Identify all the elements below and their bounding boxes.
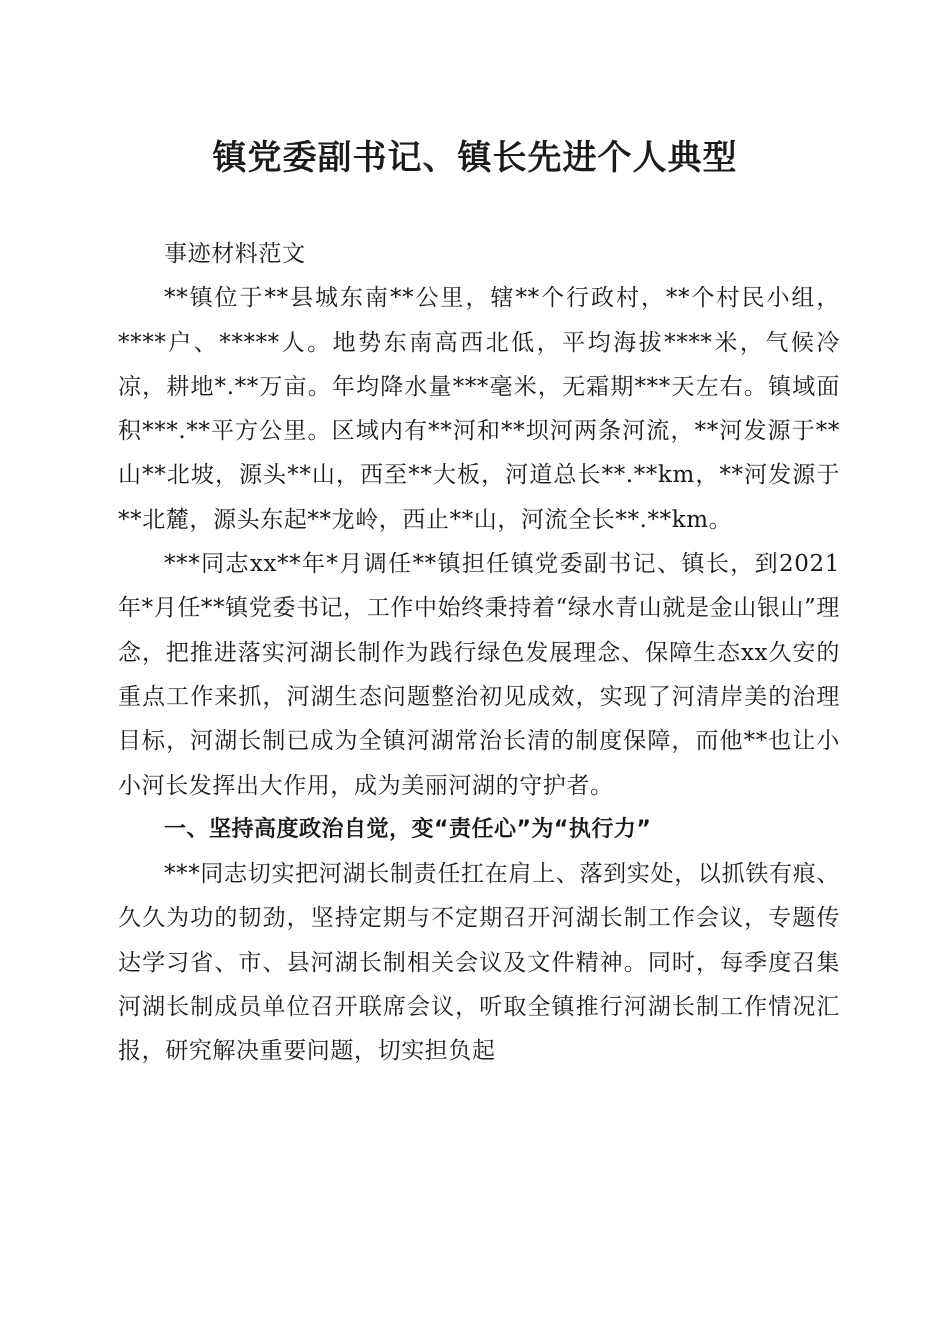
subtitle-line: 事迹材料范文: [164, 241, 306, 267]
section-heading-1: 一、坚持高度政治自觉，变“责任心”为“执行力”: [164, 816, 652, 842]
paragraph-town-overview: **镇位于**县城东南**公里，辖**个行政村，**个村民小组，****户、*****人。地势东南高西北低，平均海拔****米，气候冷凉，耕地*.**万亩。年均降水量***毫米，无霜期***天左右。镇域面积***.**平方公里。区域内有**河和**坝河两条河流，**河发源于**山**北坡，源头**山，西至**大板，河道总长**.**km，**河发源于**北麓，源头东起**龙岭，西止**山，河流全长**.**km。: [118, 285, 840, 533]
paragraph-person-intro: ***同志xx**年*月调任**镇担任镇党委副书记、镇长，到2021年*月任**镇党委书记，工作中始终秉持着“绿水青山就是金山银山”理念，把推进落实河湖长制作为践行绿色发展理念、保障生态xx久安的重点工作来抓，河湖生态问题整治初见成效，实现了河清岸美的治理目标，河湖长制已成为全镇河湖常治长清的制度保障，而他**也让小小河长发挥出大作用，成为美丽河湖的守护者。: [118, 551, 840, 799]
document-title: 镇党委副书记、镇长先进个人典型: [212, 138, 738, 178]
paragraph-section-1: ***同志切实把河湖长制责任扛在肩上、落到实处，以抓铁有痕、久久为功的韧劲，坚持定期与不定期召开河湖长制工作会议，专题传达学习省、市、县河湖长制相关会议及文件精神。同时，每季度召集河湖长制成员单位召开联席会议，听取全镇推行河湖长制工作情况汇报，研究解决重要问题，切实担负起: [118, 861, 840, 1065]
document-body: [118, 232, 840, 1074]
